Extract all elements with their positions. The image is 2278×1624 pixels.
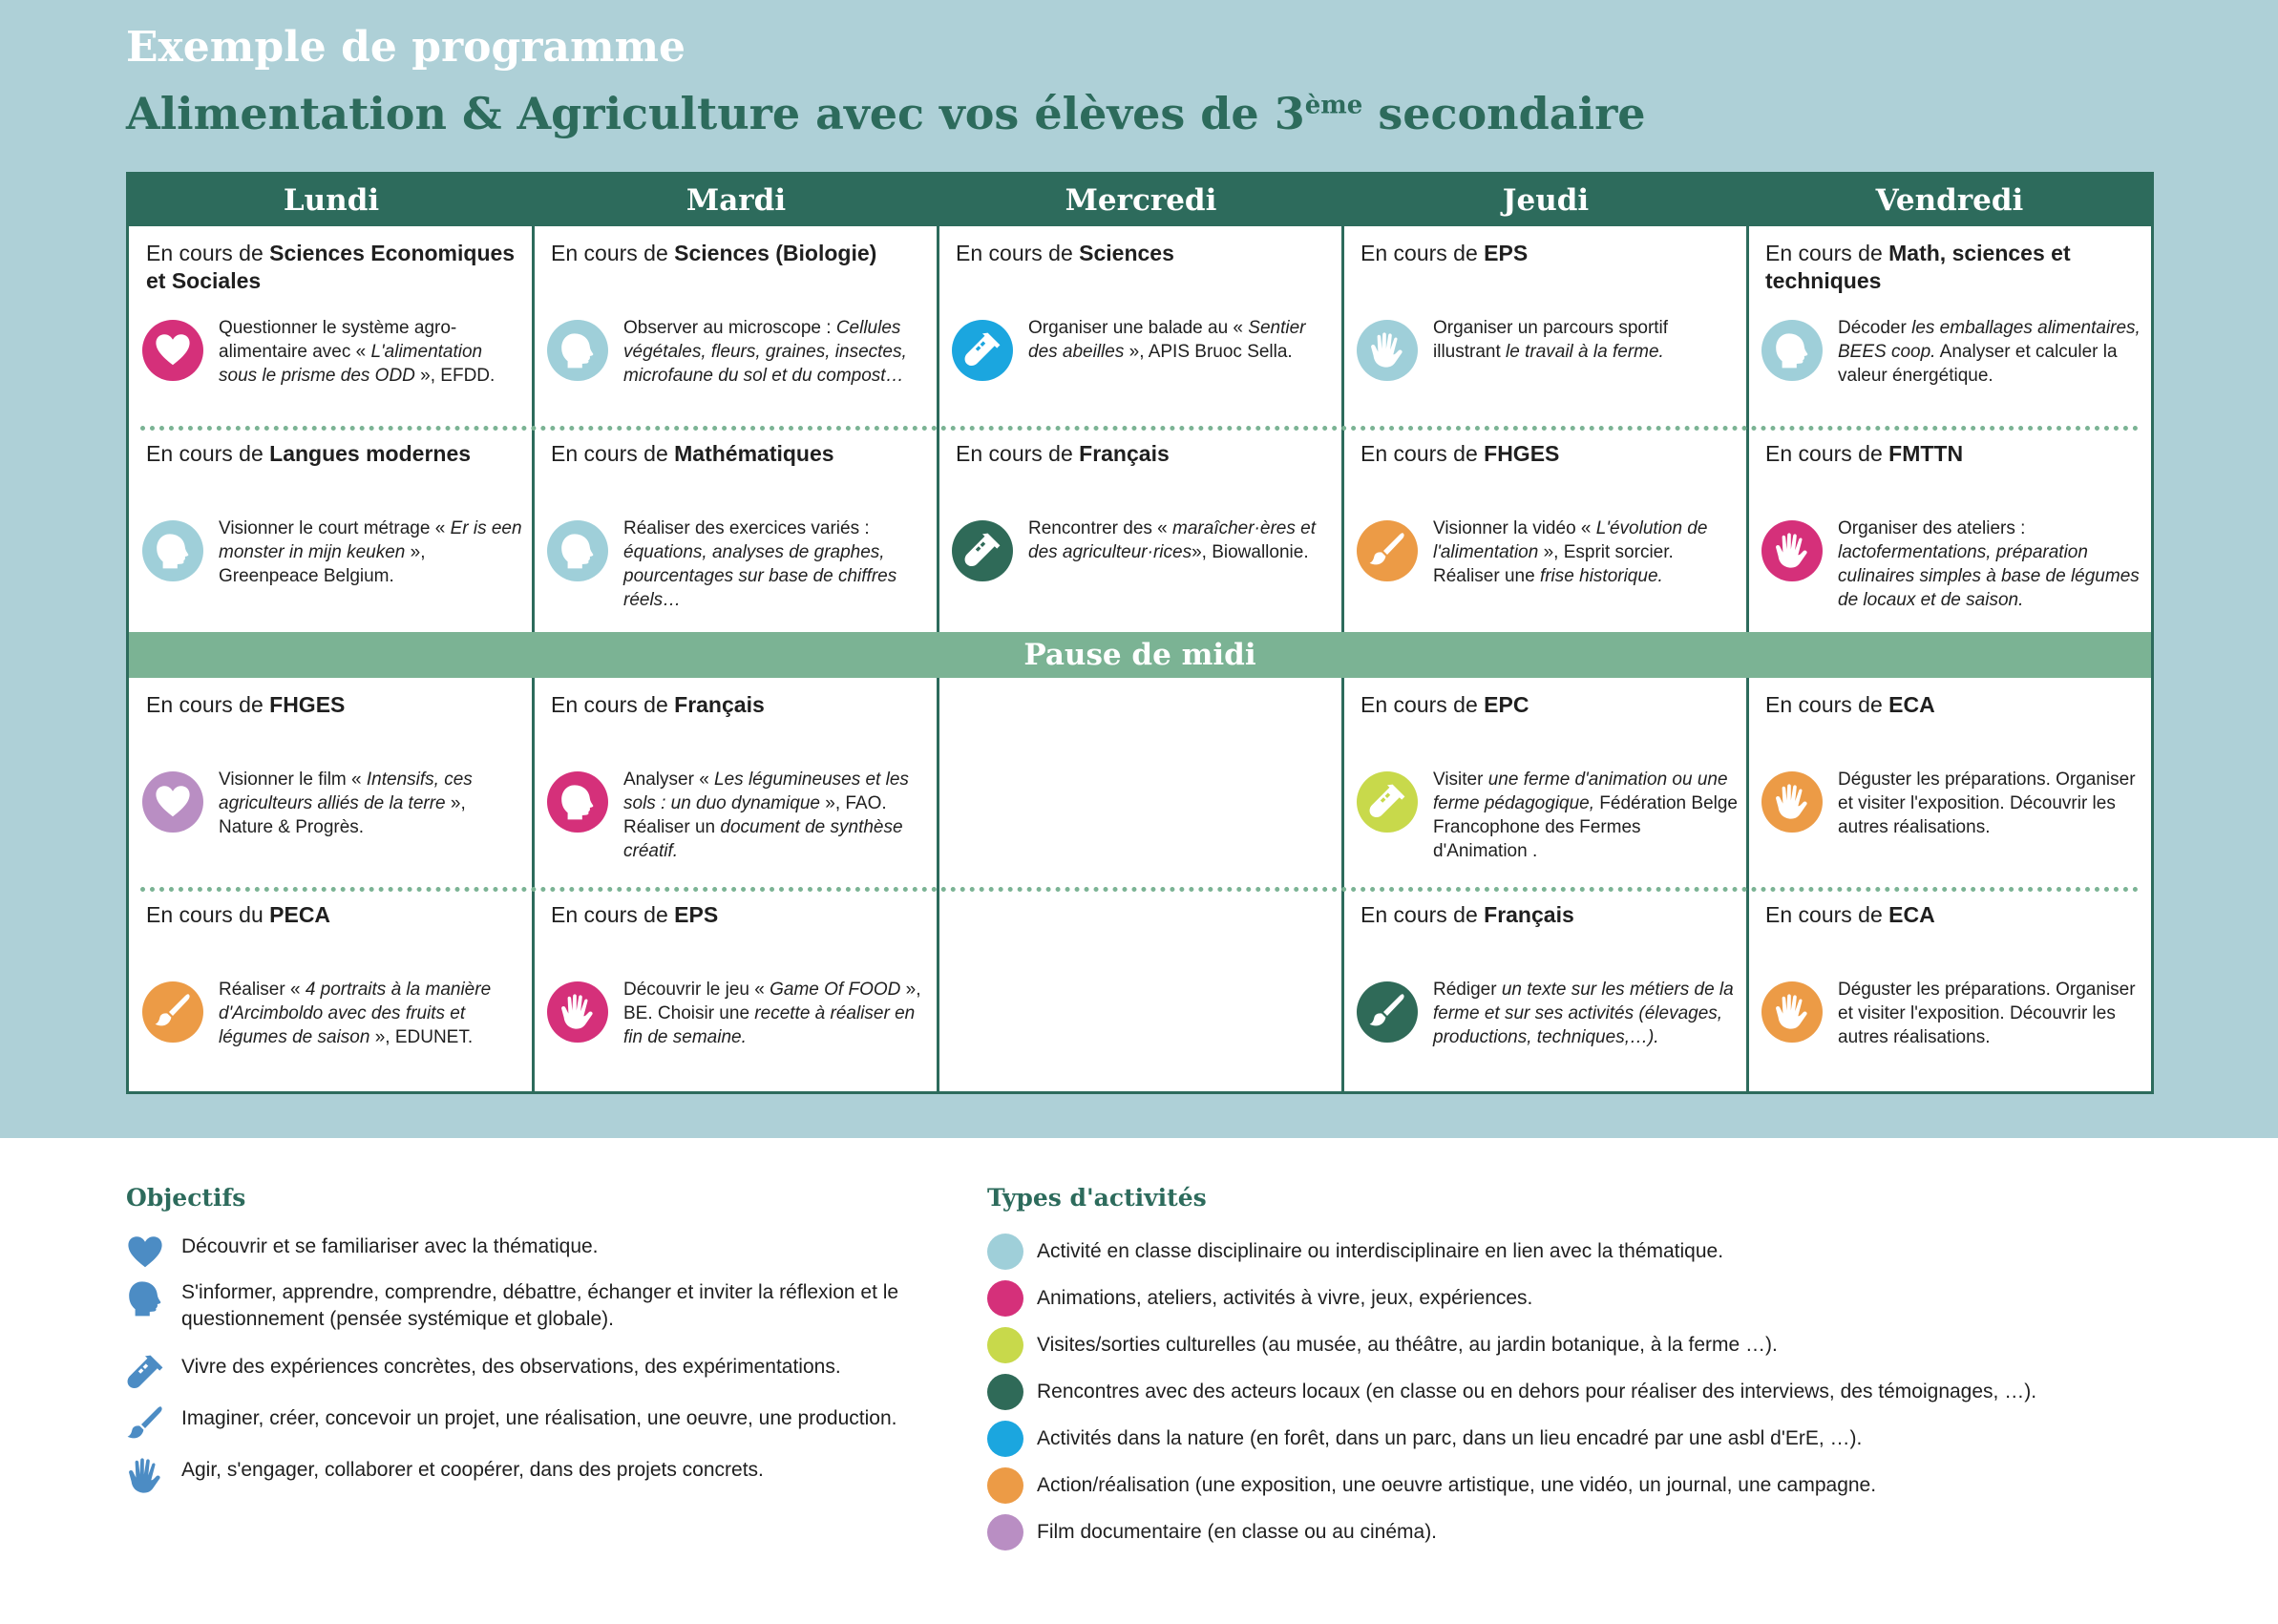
- test-tube-icon: [963, 331, 1002, 369]
- heart-icon: [154, 331, 192, 369]
- test-tube-icon: [963, 532, 1002, 570]
- activity-description: Rencontrer des « maraîcher·ères et des agriculteur·rices», Biowallonie.: [1028, 518, 1316, 562]
- activity-badge: [1761, 320, 1823, 381]
- day-header-jeudi: Jeudi: [1343, 175, 1748, 226]
- lunch-break-band: Pause de midi: [129, 632, 2151, 678]
- course-title: En cours de EPC: [1360, 692, 1529, 717]
- course-title: En cours de Français: [551, 692, 765, 717]
- activity-description: Rédiger un texte sur les métiers de la ferme et sur ses activités (élevages, productions, techniques,…).: [1433, 980, 1734, 1047]
- objectif-text: Vivre des expériences concrètes, des observations, des expérimentations.: [181, 1356, 841, 1378]
- activity-badge: [142, 320, 203, 381]
- activity-badge: [547, 520, 608, 581]
- hand-icon: [1368, 331, 1406, 369]
- activity-type-item: [987, 1374, 2247, 1412]
- objectif-icon-wrapper: [126, 1279, 164, 1318]
- day-header-vendredi: Vendredi: [1748, 175, 2151, 226]
- activity-type-swatch: [987, 1280, 1023, 1317]
- course-title: En cours de EPS: [551, 902, 719, 927]
- activity-badge: [142, 981, 203, 1043]
- brush-icon: [154, 993, 192, 1031]
- activity-badge: [547, 981, 608, 1043]
- course-title: En cours de FHGES: [146, 692, 346, 717]
- objectif-icon-wrapper: [126, 1354, 164, 1392]
- objectif-text: Découvrir et se familiariser avec la thématique.: [181, 1235, 599, 1257]
- schedule-cell: [534, 427, 939, 627]
- activity-description: Décoder les emballages alimentaires, BEES coop. Analyser et calculer la valeur énergétique.: [1838, 318, 2141, 386]
- activity-badge: [142, 771, 203, 833]
- weekly-schedule-table: [126, 172, 2154, 1094]
- schedule-cell: [1748, 427, 2153, 627]
- schedule-cell: [1343, 678, 1748, 878]
- day-header-lundi: Lundi: [129, 175, 534, 226]
- activity-type-text: Activités dans la nature (en forêt, dans un parc, dans un lieu encadré par une asbl d'ErE, …).: [1037, 1427, 1863, 1449]
- activity-type-text: Visites/sorties culturelles (au musée, au théâtre, au jardin botanique, à la ferme …).: [1037, 1334, 1778, 1356]
- schedule-cell: [129, 226, 534, 427]
- activity-description: Observer au microscope : Cellules végétales, fleurs, graines, insectes, microfaune du sol et du compost…: [623, 318, 907, 386]
- schedule-cell: [1343, 888, 1748, 1088]
- course-title: En cours de Mathématiques: [551, 441, 834, 466]
- objectif-icon-wrapper: [126, 1457, 164, 1495]
- activity-type-item: [987, 1467, 2247, 1506]
- head-icon: [1773, 331, 1811, 369]
- schedule-cell: [534, 678, 939, 878]
- activity-badge: [142, 520, 203, 581]
- activity-description: Visionner le film « Intensifs, ces agriculteurs alliés de la terre », Nature & Progrès.: [219, 770, 473, 837]
- head-icon: [559, 783, 597, 821]
- heart-icon: [126, 1234, 164, 1272]
- objectifs-heading: Objectifs: [126, 1184, 246, 1212]
- activity-type-swatch: [987, 1421, 1023, 1457]
- schedule-cell: [129, 678, 534, 878]
- course-title: En cours de ECA: [1765, 692, 1935, 717]
- activity-description: Déguster les préparations. Organiser et visiter l'exposition. Découvrir les autres réalisations.: [1838, 980, 2136, 1047]
- course-title: En cours de Sciences: [956, 241, 1174, 265]
- activity-badge: [952, 520, 1013, 581]
- subtitle-end: secondaire: [1362, 88, 1646, 139]
- brush-icon: [1368, 532, 1406, 570]
- activity-description: Organiser un parcours sportif illustrant le travail à la ferme.: [1433, 318, 1669, 362]
- activity-description: Questionner le système agro-alimentaire avec « L'alimentation sous le prisme des ODD », EFDD.: [219, 318, 496, 386]
- course-title: En cours de Math, sciences et techniques: [1765, 241, 2071, 293]
- course-title: En cours de EPS: [1360, 241, 1529, 265]
- head-icon: [154, 532, 192, 570]
- activity-badge: [952, 320, 1013, 381]
- course-title: En cours de Français: [1360, 902, 1574, 927]
- hand-icon: [1773, 532, 1811, 570]
- objectif-icon-wrapper: [126, 1234, 164, 1272]
- activity-description: Visionner la vidéo « L'évolution de l'alimentation », Esprit sorcier. Réaliser une frise historique.: [1433, 518, 1708, 586]
- objectif-text: Agir, s'engager, collaborer et coopérer, dans des projets concrets.: [181, 1459, 764, 1481]
- course-title: En cours de Sciences Economiques et Sociales: [146, 241, 516, 293]
- activity-type-swatch: [987, 1234, 1023, 1270]
- head-icon: [559, 331, 597, 369]
- activity-badge: [1357, 771, 1418, 833]
- activity-type-swatch: [987, 1327, 1023, 1363]
- course-title: En cours de Sciences (Biologie): [551, 241, 877, 265]
- subtitle-main: Alimentation & Agriculture avec vos élèves de 3: [126, 88, 1305, 139]
- course-title: En cours du PECA: [146, 902, 331, 927]
- activity-badge: [1357, 520, 1418, 581]
- activity-description: Réaliser « 4 portraits à la manière d'Arcimboldo avec des fruits et légumes de saison », EDUNET.: [219, 980, 492, 1047]
- course-title: En cours de ECA: [1765, 902, 1935, 927]
- activity-description: Réaliser des exercices variés : équations, analyses de graphes, pourcentages sur base de chiffres réels…: [623, 518, 897, 610]
- activity-description: Analyser « Les légumineuses et les sols : un duo dynamique », FAO. Réaliser un document de synthèse créatif.: [623, 770, 909, 861]
- activity-type-item: [987, 1280, 2247, 1318]
- page-title: Exemple de programme: [126, 23, 686, 72]
- activity-description: Organiser une balade au « Sentier des abeilles », APIS Bruoc Sella.: [1028, 318, 1306, 362]
- activity-type-item: [987, 1421, 2247, 1459]
- schedule-cell: [939, 427, 1343, 627]
- hand-icon: [1773, 783, 1811, 821]
- course-title: En cours de Français: [956, 441, 1170, 466]
- activity-badge: [1357, 981, 1418, 1043]
- schedule-cell: [1748, 678, 2153, 878]
- subtitle-sup: ème: [1304, 91, 1363, 120]
- activity-badge: [1761, 771, 1823, 833]
- schedule-cell: [1748, 888, 2153, 1088]
- head-icon: [559, 532, 597, 570]
- activity-type-swatch: [987, 1374, 1023, 1410]
- schedule-cell: [129, 427, 534, 627]
- brush-icon: [126, 1405, 164, 1444]
- activity-badge: [1357, 320, 1418, 381]
- activity-type-swatch: [987, 1467, 1023, 1504]
- objectif-icon-wrapper: [126, 1405, 164, 1444]
- brush-icon: [1368, 993, 1406, 1031]
- types-heading: Types d'activités: [987, 1184, 1207, 1212]
- activity-type-item: [987, 1234, 2247, 1272]
- activity-type-swatch: [987, 1514, 1023, 1550]
- activity-badge: [547, 771, 608, 833]
- heart-icon: [154, 783, 192, 821]
- activity-type-item: [987, 1514, 2247, 1552]
- day-header-mercredi: Mercredi: [939, 175, 1343, 226]
- objectif-text: S'informer, apprendre, comprendre, débattre, échanger et inviter la réflexion et le questionnement (pensée systémique et globale).: [181, 1281, 899, 1330]
- hand-icon: [1773, 993, 1811, 1031]
- page-subtitle: [126, 88, 1646, 139]
- course-title: En cours de FMTTN: [1765, 441, 1964, 466]
- activity-description: Visiter une ferme d'animation ou une ferme pédagogique, Fédération Belge Francophone des Fermes d'Animation .: [1433, 770, 1739, 861]
- schedule-cell: [129, 888, 534, 1088]
- hand-icon: [559, 993, 597, 1031]
- head-icon: [126, 1279, 164, 1318]
- activity-type-text: Activité en classe disciplinaire ou interdisciplinaire en lien avec la thématique.: [1037, 1240, 1724, 1262]
- schedule-cell: [1748, 226, 2153, 427]
- course-title: En cours de FHGES: [1360, 441, 1560, 466]
- activity-badge: [547, 320, 608, 381]
- activity-type-item: [987, 1327, 2247, 1365]
- activity-description: Visionner le court métrage « Er is een monster in mijn keuken », Greenpeace Belgium.: [219, 518, 522, 586]
- schedule-cell: [1343, 427, 1748, 627]
- schedule-cell: [534, 888, 939, 1088]
- activity-badge: [1761, 520, 1823, 581]
- activity-type-text: Rencontres avec des acteurs locaux (en classe ou en dehors pour réaliser des interviews, des témoignages, …).: [1037, 1381, 2037, 1403]
- activity-badge: [1761, 981, 1823, 1043]
- activity-description: Découvrir le jeu « Game Of FOOD », BE. Choisir une recette à réaliser en fin de semaine.: [623, 980, 921, 1047]
- course-title: En cours de Langues modernes: [146, 441, 472, 466]
- activity-type-text: Action/réalisation (une exposition, une oeuvre artistique, une vidéo, un journal, une campagne.: [1037, 1474, 1877, 1496]
- activity-description: Déguster les préparations. Organiser et visiter l'exposition. Découvrir les autres réalisations.: [1838, 770, 2136, 837]
- schedule-cell: [534, 226, 939, 427]
- schedule-cell: [1343, 226, 1748, 427]
- test-tube-icon: [1368, 783, 1406, 821]
- objectif-text: Imaginer, créer, concevoir un projet, une réalisation, une oeuvre, une production.: [181, 1407, 897, 1429]
- hand-icon: [126, 1457, 164, 1495]
- activity-description: Organiser des ateliers : lactofermentations, préparation culinaires simples à base de légumes de locaux et de saison.: [1838, 518, 2140, 610]
- activity-type-text: Animations, ateliers, activités à vivre, jeux, expériences.: [1037, 1287, 1533, 1309]
- test-tube-icon: [126, 1354, 164, 1392]
- day-header-mardi: Mardi: [534, 175, 939, 226]
- activity-type-text: Film documentaire (en classe ou au cinéma).: [1037, 1521, 1438, 1543]
- schedule-cell: [939, 226, 1343, 427]
